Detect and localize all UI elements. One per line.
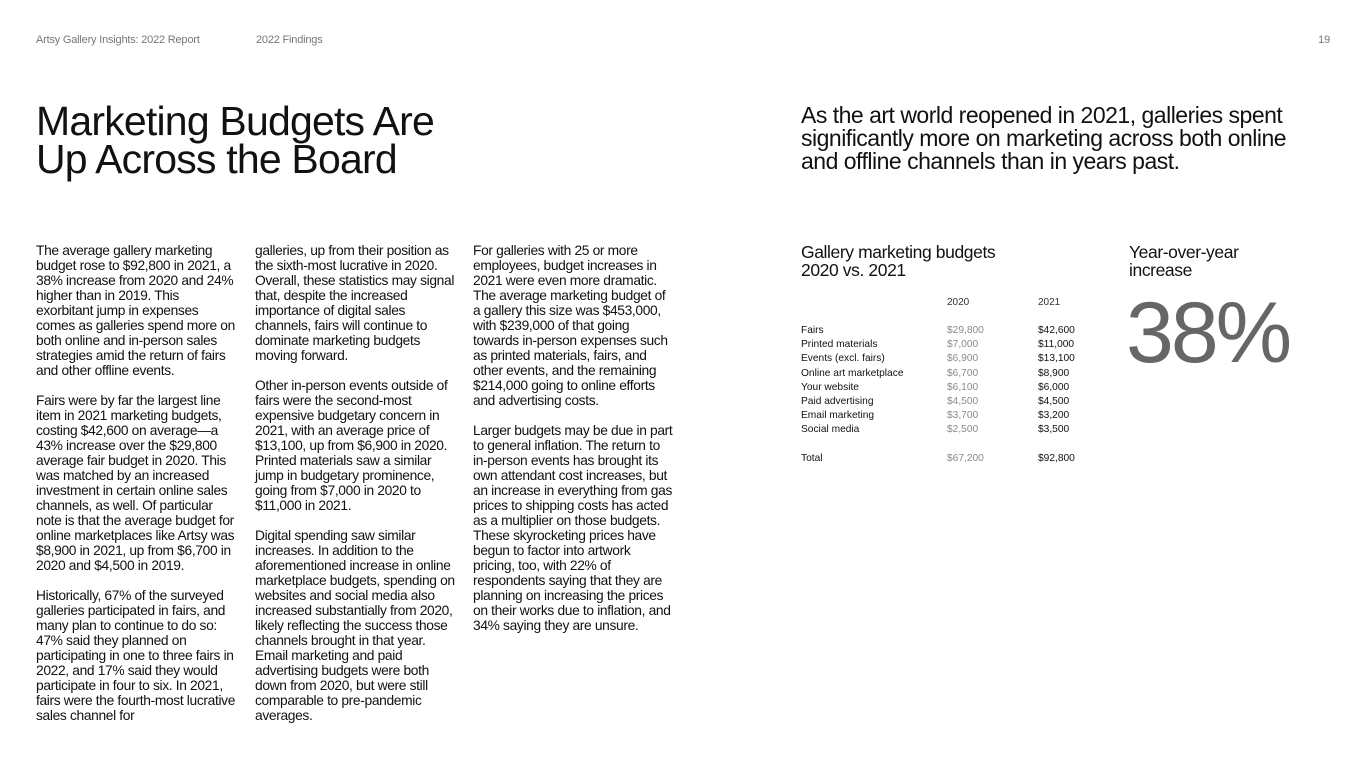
table-row <box>801 410 1121 424</box>
column-header-2021: 2021 <box>1038 297 1061 308</box>
value-2020: $6,700 <box>947 367 979 379</box>
yoy-label-line-2: increase <box>1129 259 1192 280</box>
budget-table-title-line-2: 2020 vs. 2021 <box>801 259 906 280</box>
value-2020: $29,800 <box>947 325 984 336</box>
report-title: Artsy Gallery Insights: 2022 Report <box>36 34 200 46</box>
body-paragraph: For galleries with 25 or more employees, budget increases in 2021 were even more dramatic. The average marketing budget of a gallery this size was $453,000, with $239,000 of that going towards in-person expenses such as printed materials, fairs, and other events, and the remaining $214,000 going to online efforts and advertising costs. <box>473 243 668 408</box>
value-2021: $13,100 <box>1038 353 1075 365</box>
value-2021: $3,200 <box>1038 410 1070 422</box>
row-label: Online art marketplace <box>801 367 904 379</box>
row-label: Your website <box>801 381 859 393</box>
table-row <box>801 353 1121 367</box>
row-label: Printed materials <box>801 339 878 351</box>
table-row <box>801 325 1121 339</box>
page-number: 19 <box>1318 34 1330 46</box>
lead-statement: As the art world reopened in 2021, galleries spent significantly more on marketing across both online and offline channels than in years past. <box>801 102 1287 174</box>
body-column-1 <box>36 243 236 723</box>
value-2021: $4,500 <box>1038 395 1070 407</box>
value-2020: $2,500 <box>947 424 979 436</box>
body-paragraph: Digital spending saw similar increases. In addition to the aforementioned increase in online marketplace budgets, spending on websites and social media also increased substantially from 2020, likely reflecting the success those channels brought in that year. Email marketing and paid advertising budgets were both down from 2020, but were still comparable to pre-pandemic averages. <box>255 528 455 723</box>
yoy-label-line-1: Year-over-year <box>1129 242 1239 262</box>
section-title: 2022 Findings <box>256 34 323 46</box>
table-total-row <box>801 453 1121 467</box>
value-2021: $8,900 <box>1038 367 1070 379</box>
table-row <box>801 382 1121 396</box>
value-2021: $6,000 <box>1038 381 1070 393</box>
body-paragraph: Historically, 67% of the surveyed galleries participated in fairs, and many plan to continue to do so: 47% said they planned on participating in one to three fairs in 2022, and 17% said they would participate in four to six. In 2021, fairs were the fourth-most lucrative sales channel for <box>36 588 236 723</box>
value-2020: $3,700 <box>947 410 979 422</box>
page-title-line-1: Marketing Budgets Are <box>36 98 434 144</box>
value-2021: $11,000 <box>1038 339 1075 351</box>
value-2020: $6,100 <box>947 381 979 393</box>
body-paragraph: Fairs were by far the largest line item in 2021 marketing budgets, costing $42,600 on average—a 43% increase over the $29,800 average fair budget in 2020. This was matched by an increased investment in certain online sales channels, as well. Of particular note is that the average budget for online marketplaces like Artsy was $8,900 in 2021, up from $6,700 in 2020 and $4,500 in 2019. <box>36 393 235 573</box>
value-2021: $42,600 <box>1038 325 1075 336</box>
budget-table <box>801 325 1121 439</box>
budget-table-title <box>801 244 1041 279</box>
body-paragraph: The average gallery marketing budget rose to $92,800 in 2021, a 38% increase from 2020 and 24% higher than in 2019. This exorbitant jump in expenses comes as galleries spend more on both online and in-person sales strategies amid the return of fairs and other offline events. <box>36 243 235 378</box>
table-row <box>801 396 1121 410</box>
body-column-3 <box>473 243 673 633</box>
body-paragraph: Larger budgets may be due in part to general inflation. The return to in-person events has brought its own attendant cost increases, but an increase in everything from gas prices to shipping costs has acted as a multiplier on those budgets. These skyrocketing prices have begun to factor into artwork pricing, too, with 22% of respondents saying that they are planning on increasing the prices on their works due to inflation, and 34% saying they are unsure. <box>473 423 673 633</box>
row-label: Email marketing <box>801 410 875 422</box>
body-paragraph: galleries, up from their position as the sixth-most lucrative in 2020. Overall, these statistics may signal that, despite the increased importance of digital sales channels, fairs will continue to dominate marketing budgets moving forward. <box>255 243 455 363</box>
yoy-label <box>1129 244 1329 279</box>
column-header-2020: 2020 <box>947 297 970 308</box>
value-2021: $3,500 <box>1038 424 1070 436</box>
table-row <box>801 339 1121 353</box>
table-row <box>801 424 1121 438</box>
row-label: Social media <box>801 424 860 436</box>
page-title <box>36 98 496 182</box>
body-column-2 <box>255 243 455 723</box>
budget-table-title-line-1: Gallery marketing budgets <box>801 242 996 262</box>
row-label: Paid advertising <box>801 395 874 407</box>
value-2020: $7,000 <box>947 339 979 351</box>
body-paragraph: Other in-person events outside of fairs were the second-most expensive budgetary concern in 2021, with an average price of $13,100, up from $6,900 in 2020. Printed materials saw a similar jump in budgetary prominence, going from $7,000 in 2020 to $11,000 in 2021. <box>255 378 448 513</box>
row-label: Events (excl. fairs) <box>801 353 885 365</box>
value-2020: $6,900 <box>947 353 979 365</box>
total-2021: $92,800 <box>1038 453 1075 464</box>
yoy-percentage: 38% <box>1126 285 1290 381</box>
total-2020: $67,200 <box>947 453 984 464</box>
table-row <box>801 368 1121 382</box>
value-2020: $4,500 <box>947 395 979 407</box>
page-title-line-2: Up Across the Board <box>36 136 397 182</box>
total-label: Total <box>801 453 823 464</box>
row-label: Fairs <box>801 325 824 336</box>
